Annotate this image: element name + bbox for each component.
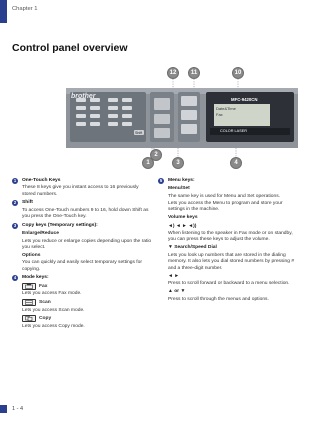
lcd-footer-text: COLOR LASER [220,129,248,133]
mode-copy-row [22,315,152,322]
number-badge: 3 [13,222,17,228]
up-down-keys-symbols: ▲ or ▼ [168,289,186,295]
item-heading: Shift [22,200,33,206]
sub-heading: Volume keys [168,215,198,221]
model-name: MFC-9420CN [231,97,258,102]
brand-logo-text: brother [71,93,96,100]
item-heading: One-Touch Keys [22,178,61,183]
number-badge: 4 [13,275,17,281]
control-panel-illustration [66,64,298,174]
item-shift [12,200,152,220]
mode-text: Lets you access Copy mode. [22,323,85,329]
sub-text: Lets you look up numbers that are stored in the dialing memory. It also lets you dial stored numbers by pressing # and a three-digit number. [168,252,295,271]
item-mode-keys [12,275,152,330]
sub-text: When listening to the speaker in Fax mode or on standby, you can press these keys to adjust the volume. [168,231,293,243]
callout-1: 1 [142,157,154,169]
sub-text: The same key is used for Menu and Set operations. [168,193,281,199]
sub-heading: Options [22,252,41,258]
shift-key-label: Shift [135,131,143,135]
right-column [158,178,298,305]
sub-text: Press to scroll forward or backward to a menu selection. [168,281,290,287]
control-panel-figure [66,64,298,174]
sub-text: Press to scroll through the menus and options. [168,296,269,302]
item-copy-keys [12,223,152,273]
volume-keys-symbols: ◄) ◄ ► ◄)) [168,223,197,229]
callout-11: 11 [188,67,200,79]
number-badge: 2 [13,200,17,206]
item-text: To access One-Touch numbers 9 to 16, hold down Shift as you press the One-Touch key. [22,207,149,220]
callout-12: 12 [167,67,179,79]
mode-label: Scan [39,299,51,305]
sub-heading: Menu/Set [168,186,190,192]
copy-icon [22,315,36,322]
item-menu-keys [158,178,298,303]
mode-scan-row [22,299,152,306]
mode-label: Copy [39,315,52,321]
sub-text: Lets you access the Menu to program and store your settings in the machine. [168,201,283,213]
sub-text: Lets you reduce or enlarge copies depending upon the ratio you select. [22,238,152,250]
chapter-side-tab [0,0,7,23]
number-badge: 5 [159,177,163,183]
item-heading: Mode keys: [22,275,49,281]
page-number: 1 - 4 [12,406,24,412]
callout-2: 2 [150,149,162,161]
callout-10: 10 [232,67,244,79]
mode-text: Lets you access Scan mode. [22,307,85,313]
mode-fax-row [22,283,152,290]
lcd-line-1: Date&Time [216,106,236,111]
page-title: Control panel overview [12,42,128,54]
sub-heading: ▼ Search/Speed Dial [168,245,217,251]
item-heading: Menu keys: [168,178,195,183]
callout-4: 4 [230,157,242,169]
scan-icon [22,299,36,306]
sub-text: You can quickly and easily select temporary settings for copying. [22,260,142,272]
number-badge: 1 [13,177,17,183]
fax-icon [22,283,36,290]
lcd-line-2: Fax [216,112,223,117]
footer-side-tab [0,405,7,413]
left-column [12,178,152,332]
sub-heading: Enlarge/Reduce [22,231,59,237]
callout-3: 3 [172,157,184,169]
chapter-label: Chapter 1 [12,6,38,12]
scroll-keys-symbols: ◄ ► [168,273,180,279]
mode-text: Lets you access Fax mode. [22,291,82,297]
item-heading: Copy keys (Temporary settings): [22,222,98,228]
item-one-touch [12,178,152,198]
item-text: These 8 keys give you instant access to 16 previously stored numbers. [22,185,139,197]
mode-label: Fax [39,283,48,289]
